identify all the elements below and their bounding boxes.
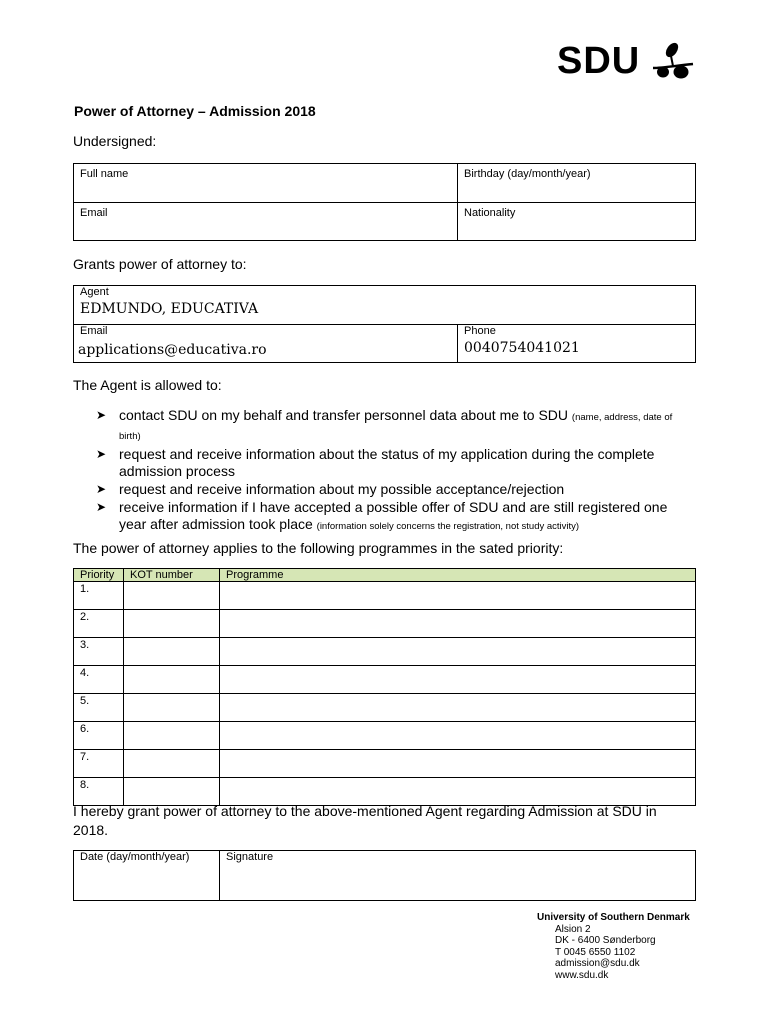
programme-input[interactable]: [220, 666, 696, 694]
agent-phone-label: Phone: [464, 325, 496, 337]
phone-line: T 0045 6550 1102: [555, 946, 636, 958]
programme-input[interactable]: [220, 638, 696, 666]
table-row: 8.: [74, 778, 696, 806]
arrow-bullet-icon: ➤: [96, 408, 107, 422]
allowed-label: The Agent is allowed to:: [73, 377, 222, 393]
header-programme: Programme: [220, 569, 696, 582]
grants-label: Grants power of attorney to:: [73, 256, 247, 272]
address-line: Alsion 2: [555, 923, 591, 935]
birthday-field[interactable]: [458, 164, 696, 203]
arrow-bullet-icon: ➤: [96, 500, 107, 514]
table-row: 4.: [74, 666, 696, 694]
allowed-list: [96, 407, 696, 536]
date-label: Date (day/month/year): [80, 851, 190, 863]
programme-input[interactable]: [220, 582, 696, 610]
email-label: Email: [80, 207, 108, 219]
email-field[interactable]: [74, 203, 458, 241]
agent-phone-field[interactable]: [458, 325, 696, 363]
programmes-table: [73, 568, 696, 806]
table-row: 5.: [74, 694, 696, 722]
programme-input[interactable]: [220, 694, 696, 722]
agent-label: Agent: [80, 286, 109, 298]
list-item: ➤ receive information if I have accepted a possible offer of SDU and are still registered one year after admission took place (information solely concerns the registration, not study activity): [96, 499, 668, 532]
agent-value: EDMUNDO, EDUCATIVA: [80, 301, 259, 317]
programme-input[interactable]: [220, 722, 696, 750]
kot-input[interactable]: [124, 582, 220, 610]
birthday-label: Birthday (day/month/year): [464, 168, 591, 180]
kot-input[interactable]: [124, 638, 220, 666]
list-item: ➤ request and receive information about my possible acceptance/rejection: [96, 481, 565, 497]
logo-text: SDU: [557, 40, 641, 82]
arrow-bullet-icon: ➤: [96, 482, 107, 496]
agent-email-label: Email: [80, 325, 108, 337]
agent-email-field[interactable]: [74, 325, 458, 363]
kot-input[interactable]: [124, 610, 220, 638]
list-item: ➤ contact SDU on my behalf and transfer personnel data about me to SDU (name, address, date of birth): [96, 407, 673, 442]
kot-input[interactable]: [124, 694, 220, 722]
programmes-intro: The power of attorney applies to the following programmes in the sated priority:: [73, 540, 564, 556]
grant-statement: I hereby grant power of attorney to the above-mentioned Agent regarding Admission at SDU in 2018.: [73, 803, 657, 838]
kot-input[interactable]: [124, 750, 220, 778]
agent-email-value: applications@educativa.ro: [78, 342, 267, 358]
agent-table: [73, 285, 696, 363]
email-link[interactable]: admission@sdu.dk: [555, 958, 640, 969]
table-row: 6.: [74, 722, 696, 750]
list-item: ➤ request and receive information about the status of my application during the complete admission process: [96, 446, 655, 479]
full-name-field[interactable]: [74, 164, 458, 203]
nationality-field[interactable]: [458, 203, 696, 241]
table-row: 1.: [74, 582, 696, 610]
table-row: 3.: [74, 638, 696, 666]
personal-details-table: [73, 163, 696, 241]
full-name-label: Full name: [80, 168, 129, 180]
olive-branch-icon: [649, 42, 695, 80]
header-priority: Priority: [74, 569, 124, 582]
table-row: 2.: [74, 610, 696, 638]
date-field[interactable]: [74, 851, 220, 901]
kot-input[interactable]: [124, 666, 220, 694]
kot-input[interactable]: [124, 722, 220, 750]
agent-field[interactable]: [74, 286, 696, 325]
sdu-logo: [557, 40, 697, 82]
signature-table: [73, 850, 696, 901]
agent-phone-value: 0040754041021: [464, 340, 580, 356]
signature-field[interactable]: [220, 851, 696, 901]
table-header-row: [74, 569, 696, 582]
website-link[interactable]: www.sdu.dk: [555, 969, 609, 981]
address-line: DK - 6400 Sønderborg: [555, 935, 656, 946]
university-name: University of Southern Denmark: [537, 912, 690, 923]
footer-address: [537, 912, 690, 981]
undersigned-label: Undersigned:: [73, 133, 157, 149]
programme-input[interactable]: [220, 610, 696, 638]
signature-label: Signature: [226, 851, 274, 863]
programme-input[interactable]: [220, 750, 696, 778]
table-row: 7.: [74, 750, 696, 778]
arrow-bullet-icon: ➤: [96, 447, 107, 461]
header-kot-number: KOT number: [124, 569, 220, 582]
nationality-label: Nationality: [464, 207, 516, 219]
page-title: Power of Attorney – Admission 2018: [74, 103, 316, 119]
